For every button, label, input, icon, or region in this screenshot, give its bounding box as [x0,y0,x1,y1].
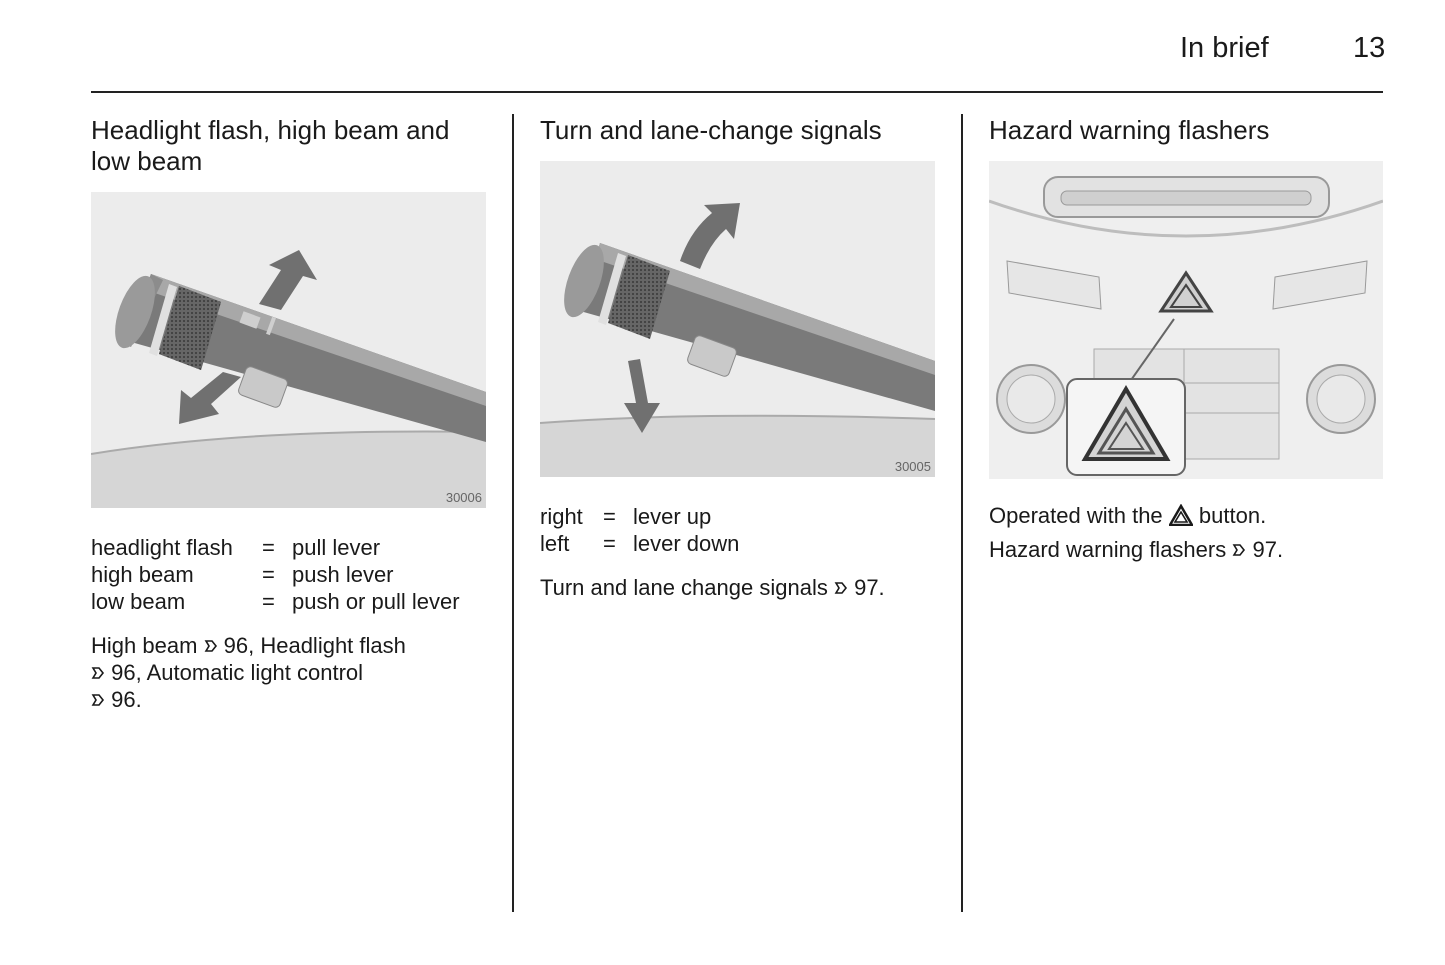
definition-row [540,504,940,531]
column-title: Headlight flash, high beam and low beam [91,115,450,176]
column-title: Hazard warning flashers [989,115,1270,145]
arrow-right-outline-icon [1232,542,1246,558]
definition-term: left [540,531,570,556]
hazard-text-after: button. [1198,503,1267,528]
column-divider [512,114,514,912]
definition-equals: = [262,589,275,614]
headlight-lever-figure [91,192,486,508]
xref-page[interactable]: 96, Automatic light control [111,660,364,685]
definition-term: high beam [91,562,194,587]
definition-equals: = [603,504,616,529]
turn-signal-lever-figure [540,161,935,477]
cross-reference-paragraph [91,632,501,713]
definition-term: low beam [91,589,186,614]
xref-page[interactable]: 97. [854,575,885,600]
column-title: Turn and lane-change signals [540,115,882,145]
xref-text: Turn and lane change signals [540,575,828,600]
hazard-description [989,502,1389,529]
xref-text: High beam [91,633,198,658]
xref-page[interactable]: 96, Headlight flash [223,633,406,658]
definition-term: right [540,504,583,529]
xref-text: Hazard warning flashers [989,537,1227,562]
definition-term: headlight flash [91,535,233,560]
definition-row [91,589,491,616]
arrow-right-outline-icon [91,665,105,681]
definition-value: push or pull lever [292,589,460,614]
hazard-console-figure [989,161,1383,479]
page-number: 13 [1353,32,1386,64]
definition-equals: = [603,531,616,556]
definition-value: pull lever [292,535,381,560]
column-hazard [989,115,1389,146]
definition-value: lever up [633,504,712,529]
arrow-right-outline-icon [91,692,105,708]
hazard-triangle-icon [1169,504,1193,526]
arrow-right-outline-icon [834,580,848,596]
cross-reference-paragraph [989,536,1389,563]
definition-value: push lever [292,562,394,587]
definition-value: lever down [633,531,740,556]
column-divider [961,114,963,912]
section-title: In brief [1180,32,1269,64]
header-rule [91,91,1383,93]
arrow-right-outline-icon [204,638,218,654]
figure-number: 30005 [894,459,931,474]
column-turn-signals [540,115,940,146]
definition-row [540,531,940,558]
definition-row [91,535,491,562]
column-headlight [91,115,491,177]
hazard-text-before: Operated with the [989,503,1163,528]
definition-row [91,562,491,589]
definition-equals: = [262,562,275,587]
figure-number: 30006 [445,490,482,505]
definition-equals: = [262,535,275,560]
cross-reference-paragraph [540,574,950,601]
xref-page[interactable]: 96. [111,687,142,712]
xref-page[interactable]: 97. [1252,537,1284,562]
